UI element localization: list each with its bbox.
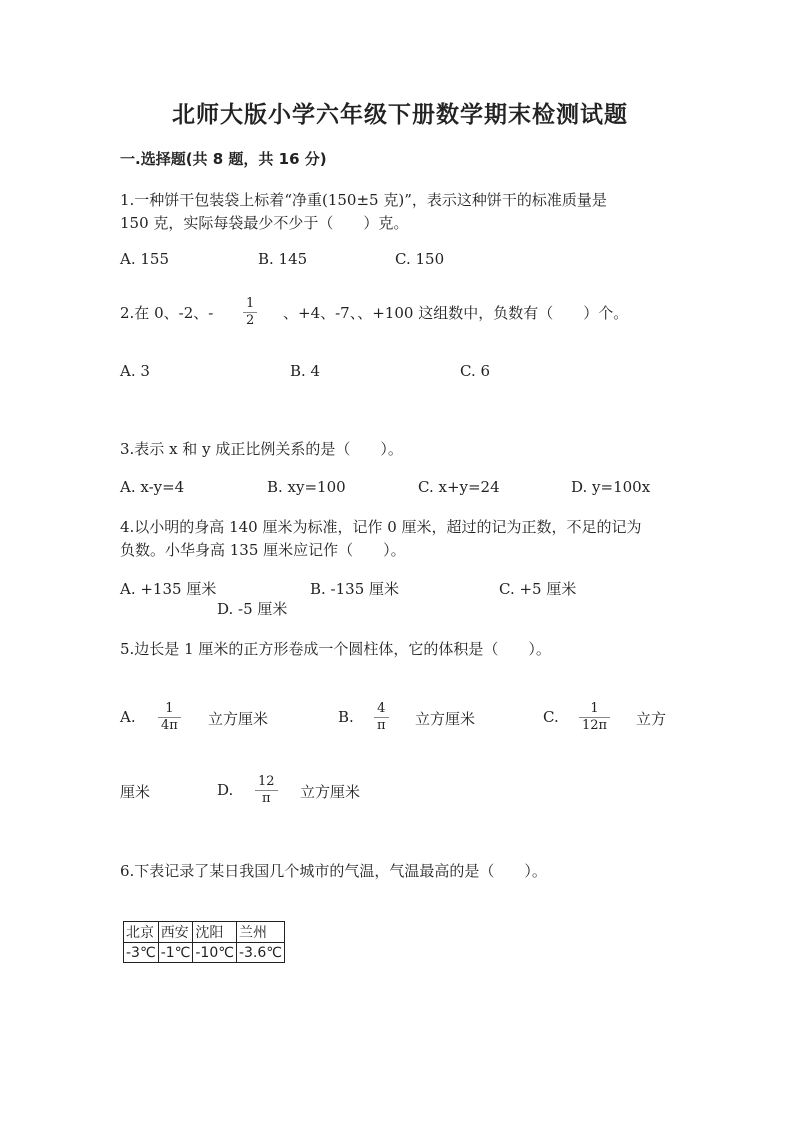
question-3-option-c: C. x+y=24 bbox=[418, 478, 500, 496]
question-5-option-d-fraction bbox=[255, 774, 278, 807]
question-5-option-c-label: C. bbox=[543, 708, 559, 726]
table-cell-temp: -10℃ bbox=[193, 943, 237, 963]
question-5-option-a-label: A. bbox=[120, 708, 136, 726]
page-title: 北师大版小学六年级下册数学期末检测试题 bbox=[172, 102, 628, 128]
question-5-option-b-label: B. bbox=[338, 708, 354, 726]
fraction-denominator: π bbox=[262, 791, 271, 806]
question-3-option-a: A. x-y=4 bbox=[120, 478, 185, 496]
question-1-option-b: B. 145 bbox=[258, 250, 308, 268]
question-3-option-b: B. xy=100 bbox=[267, 478, 346, 496]
table-cell-temp: -3.6℃ bbox=[236, 943, 284, 963]
question-5-option-c-unit: 立方 bbox=[636, 710, 667, 728]
question-6-text: 6.下表记录了某日我国几个城市的气温，气温最高的是（ ）。 bbox=[120, 862, 547, 880]
fraction-denominator: 2 bbox=[246, 313, 255, 328]
question-1-option-a: A. 155 bbox=[120, 250, 169, 268]
table-cell-temp: -1℃ bbox=[158, 943, 193, 963]
table-cell-city: 兰州 bbox=[236, 922, 284, 943]
table-cell-temp: -3℃ bbox=[124, 943, 159, 963]
temperature-table bbox=[123, 921, 285, 963]
question-1-line-1: 1.一种饼干包装袋上标着“净重(150±5 克)”，表示这种饼干的标准质量是 bbox=[120, 191, 607, 209]
question-5-option-d-label: D. bbox=[217, 781, 234, 799]
fraction-denominator: 12π bbox=[582, 718, 608, 733]
question-5-option-c-unit-wrap: 厘米 bbox=[120, 783, 151, 801]
question-2-text-after: 、+4、-7、、+100 这组数中，负数有（ ）个。 bbox=[283, 304, 629, 322]
table-row bbox=[124, 943, 285, 963]
question-5-option-a-fraction bbox=[158, 701, 181, 734]
question-4-option-a: A. +135 厘米 bbox=[120, 580, 217, 598]
question-2-option-a: A. 3 bbox=[120, 362, 150, 380]
question-4-option-d: D. -5 厘米 bbox=[217, 600, 288, 618]
question-4-option-c: C. +5 厘米 bbox=[499, 580, 577, 598]
fraction-denominator: 4π bbox=[161, 718, 178, 733]
question-1-line-2: 150 克，实际每袋最少不少于（ ）克。 bbox=[120, 214, 409, 232]
fraction-numerator: 4 bbox=[377, 701, 386, 716]
question-5-option-c-fraction bbox=[579, 701, 610, 734]
question-5-option-a-unit: 立方厘米 bbox=[208, 710, 269, 728]
question-5-option-b-fraction bbox=[374, 701, 389, 734]
fraction-denominator: π bbox=[377, 718, 386, 733]
question-3-text: 3.表示 x 和 y 成正比例关系的是（ ）。 bbox=[120, 440, 403, 458]
fraction-numerator: 12 bbox=[258, 774, 275, 789]
question-3-option-d: D. y=100x bbox=[571, 478, 651, 496]
question-5-text: 5.边长是 1 厘米的正方形卷成一个圆柱体，它的体积是（ ）。 bbox=[120, 640, 551, 658]
question-2-option-c: C. 6 bbox=[460, 362, 491, 380]
question-2-text-before: 2.在 0、-2、- bbox=[120, 304, 214, 322]
table-cell-city: 北京 bbox=[124, 922, 159, 943]
question-5-option-b-unit: 立方厘米 bbox=[415, 710, 476, 728]
table-row bbox=[124, 922, 285, 943]
question-5-option-d-unit: 立方厘米 bbox=[300, 783, 361, 801]
table-cell-city: 西安 bbox=[158, 922, 193, 943]
fraction-numerator: 1 bbox=[246, 296, 255, 311]
question-2-fraction bbox=[243, 296, 257, 329]
question-4-option-b: B. -135 厘米 bbox=[310, 580, 400, 598]
question-4-line-2: 负数。小华身高 135 厘米应记作（ ）。 bbox=[120, 541, 406, 559]
fraction-numerator: 1 bbox=[165, 701, 174, 716]
table-cell-city: 沈阳 bbox=[193, 922, 237, 943]
section-heading: 一.选择题(共 8 题，共 16 分) bbox=[120, 150, 327, 168]
question-1-option-c: C. 150 bbox=[395, 250, 445, 268]
question-2-option-b: B. 4 bbox=[290, 362, 321, 380]
question-4-line-1: 4.以小明的身高 140 厘米为标准，记作 0 厘米，超过的记为正数，不足的记为 bbox=[120, 518, 642, 536]
fraction-numerator: 1 bbox=[590, 701, 599, 716]
